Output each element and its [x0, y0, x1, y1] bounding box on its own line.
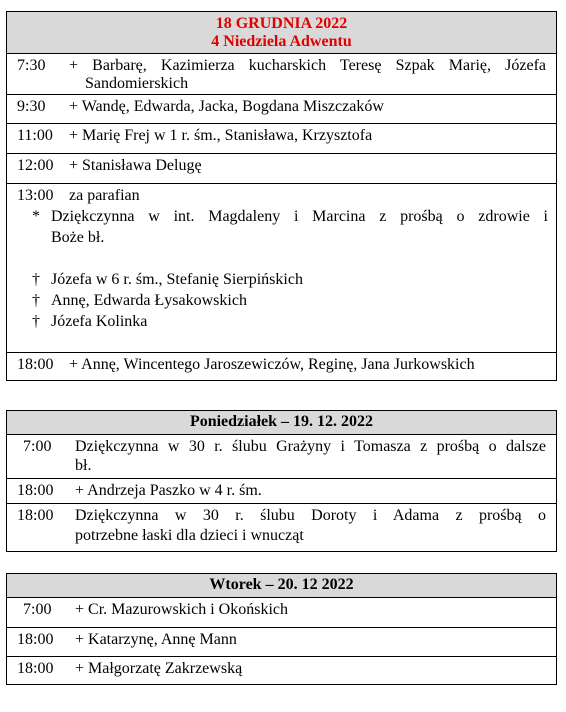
- parish-intention-text-cont: Boże bł.: [51, 229, 105, 246]
- mass-row: [7, 598, 556, 628]
- mass-intention: za parafian: [69, 187, 140, 204]
- tuesday-title: Wtorek – 20. 12 2022: [209, 576, 354, 593]
- parish-intention-text: Dziękczynna w int. Magdaleny i Marcina z prośbą o zdrowie i: [51, 208, 548, 225]
- parish-intention-item: [29, 292, 548, 312]
- parish-intention-text: Józefa w 6 r. śm., Stefanię Sierpińskich: [51, 271, 303, 288]
- mass-intention: + Wandę, Edwarda, Jacka, Bogdana Miszczaków: [69, 98, 384, 115]
- mass-intention: + Andrzeja Paszko w 4 r. śm.: [75, 482, 262, 499]
- mass-time: 18:00: [17, 356, 54, 373]
- cross-icon: †: [32, 292, 40, 309]
- mass-intention-cont: potrzebne łaski dla dzieci i wnucząt: [75, 527, 304, 544]
- mass-row: [7, 628, 556, 657]
- mass-intention: + Małgorzatę Zakrzewską: [75, 660, 243, 677]
- mass-time: 7:00: [23, 601, 52, 618]
- mass-time: 9:30: [17, 98, 46, 115]
- parish-intention-text: Józefa Kolinka: [51, 313, 148, 330]
- parish-intention-text: Annę, Edwarda Łysakowskich: [51, 292, 247, 309]
- tuesday-schedule: [6, 573, 557, 685]
- mass-intention: + Katarzynę, Annę Mann: [75, 631, 237, 648]
- sunday-schedule: [6, 11, 557, 381]
- mass-time: 12:00: [17, 157, 54, 174]
- mass-intention: + Annę, Wincentego Jaroszewiczów, Reginę, Jana Jurkowskich: [69, 356, 475, 373]
- mass-time: 11:00: [17, 127, 53, 144]
- monday-header: [7, 411, 556, 435]
- mass-intention: Dziękczynna w 30 r. ślubu Doroty i Adama z prośbą o: [75, 507, 546, 524]
- monday-title: Poniedziałek – 19. 12. 2022: [189, 413, 374, 430]
- mass-intention: Dziękczynna w 30 r. ślubu Grażyny i Tomasza z prośbą o dalsze: [75, 438, 546, 455]
- parish-intention-item: [29, 313, 548, 333]
- parish-intention-item: [29, 271, 548, 291]
- sunday-date: 18 GRUDNIA 2022: [215, 15, 348, 32]
- mass-intention: + Cr. Mazurowskich i Okońskich: [75, 601, 288, 618]
- mass-row: [7, 504, 556, 551]
- cross-icon: †: [32, 313, 40, 330]
- mass-row: [7, 124, 556, 154]
- tuesday-header: [7, 574, 556, 598]
- parish-intention-item: [29, 208, 548, 248]
- sunday-feast: 4 Niedziela Adwentu: [211, 33, 352, 50]
- mass-time: 7:30: [17, 57, 46, 74]
- asterisk-icon: *: [32, 208, 40, 225]
- mass-row: [7, 353, 556, 380]
- mass-row: [7, 95, 556, 124]
- mass-time: 13:00: [17, 187, 54, 204]
- mass-time: 18:00: [17, 482, 54, 499]
- sunday-header: [7, 12, 556, 54]
- mass-intention: + Marię Frej w 1 r. śm., Stanisława, Krzysztofa: [69, 127, 373, 144]
- mass-time: 18:00: [17, 660, 54, 677]
- mass-intention-cont: bł.: [75, 457, 92, 474]
- mass-row: [7, 657, 556, 684]
- mass-row: [7, 54, 556, 95]
- monday-schedule: [6, 410, 557, 552]
- mass-time: 18:00: [17, 631, 54, 648]
- mass-time: 18:00: [17, 507, 54, 524]
- mass-intention: + Barbarę, Kazimierza kucharskich Teresę Szpak Marię, Józefa: [69, 57, 546, 74]
- mass-intention: + Stanisława Delugę: [69, 157, 202, 174]
- mass-intention-cont: Sandomierskich: [85, 75, 189, 92]
- mass-row: [7, 435, 556, 479]
- cross-icon: †: [32, 271, 40, 288]
- mass-row-parish: [7, 184, 556, 353]
- mass-row: [7, 154, 556, 184]
- mass-row: [7, 479, 556, 504]
- mass-time: 7:00: [23, 438, 52, 455]
